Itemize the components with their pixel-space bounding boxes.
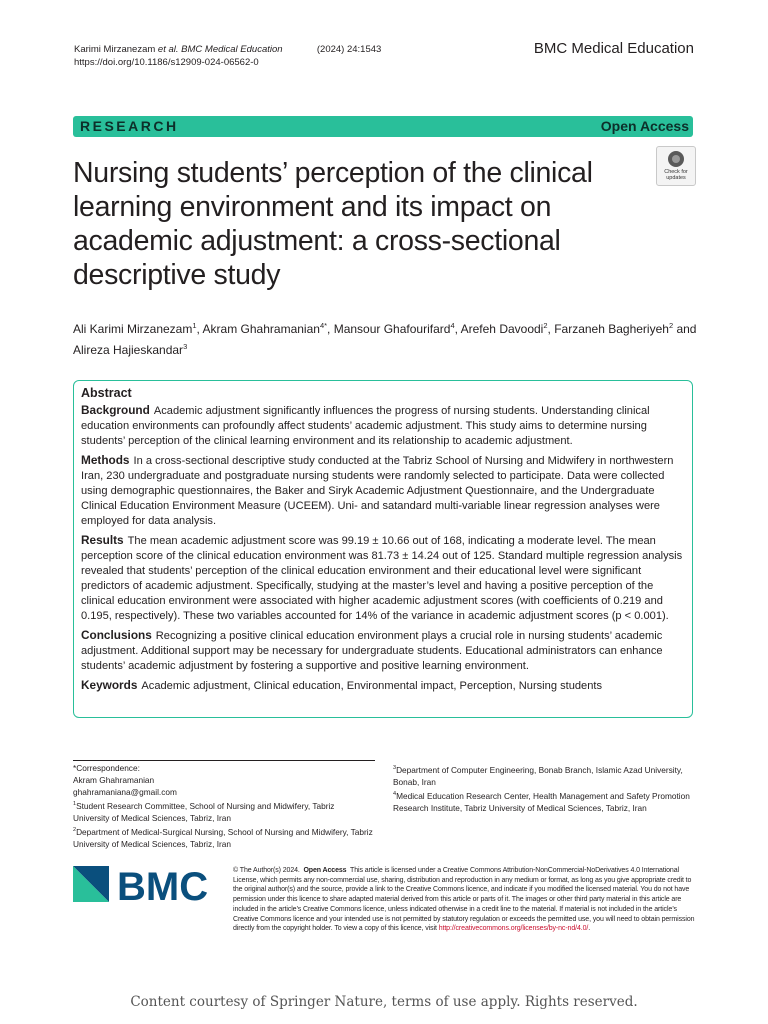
author-name: Arefeh Davoodi	[460, 322, 544, 336]
affiliation-3: $^3$Department of Computer Engineering, Bonab Branch, Islamic Azad University, Bonab, Iran	[393, 764, 683, 787]
header-authors: Karimi Mirzanezam	[74, 44, 156, 55]
copyright-notice: © The Author(s) 2024.	[233, 867, 300, 874]
methods-label: Methods	[81, 453, 130, 467]
author-affiliation: 2	[668, 321, 674, 330]
abstract-heading: Abstract	[81, 386, 132, 400]
methods-text: In a cross-sectional descriptive study conducted at the Tabriz School of Nursing and Midwifery in northwestern Iran, 230 undergraduate and postgraduate nursing students were randomly selected to participate. Data were collected using demographic questionnaires, the Baker and Siryk Academic Adjustment Questionnaire, and the Undergraduate Clinical Education Environment Measure (UCEEM). Uni- and satandard multi-variable linear regression analyses were employed for data analysis.	[81, 455, 674, 527]
conclusions-text: Recognizing a positive clinical education environment plays a crucial role in nursing students’ academic adjustment. Additional support may be necessary for undergraduate students. Educational administrators can enhance students’ academic adjustment by fostering a supportive and positive learning environment.	[81, 630, 663, 672]
author-affiliation: 4	[450, 321, 455, 330]
check-for-updates-badge[interactable]	[656, 146, 696, 186]
header-year-volume: (2024) 24:1543	[316, 44, 382, 55]
check-updates-text: Check for updates	[664, 169, 688, 181]
author-name: Alireza Hajieskandar	[73, 343, 184, 357]
bmc-logo-text: BMC	[117, 865, 209, 904]
abstract-results	[81, 533, 687, 624]
keywords-text: Academic adjustment, Clinical education, Environmental impact, Perception, Nursing students	[141, 680, 603, 692]
author-name: Farzaneh Bagheriyeh	[554, 322, 669, 336]
citation-header	[74, 43, 381, 69]
affiliation-1: $^1$Student Research Committee, School of Nursing and Midwifery, Tabriz University of Medical Sciences, Tabriz, Iran	[73, 800, 335, 823]
open-access-label: Open Access	[600, 118, 689, 134]
abstract-keywords	[81, 678, 687, 694]
correspondence-email[interactable]: ghahramaniana@gmail.com	[73, 787, 177, 797]
results-text: The mean academic adjustment score was 99.19 ± 10.66 out of 168, indicating a moderate level. The mean perception score of the clinical education environment was 81.73 ± 14.24 out of 125. Standard multiple regression analysis revealed that students’ perception of the clinical education environment and their educational level were significant predictors of academic adjustment. Specifically, studying at the master’s level and having a positive perception of the clinical education environment were associated with higher academic adjustment scores (with coefficients of 0.219 and 0.195, respectively). These two variables accounted for 14% of the variance in academic adjustment scores (p < 0.001).	[81, 535, 683, 622]
header-etal: et al. BMC Medical Education	[155, 44, 283, 55]
background-text: Academic adjustment significantly influences the progress of nursing students. Understanding clinical education environments can profoundly affect students’ academic adjustment. This study aims to determine nursing students’ perception of the clinical learning environment and its relationship to academic adjustment.	[81, 405, 650, 447]
courtesy-notice: Content courtesy of Springer Nature, terms of use apply. Rights reserved.	[130, 994, 638, 1010]
bmc-logo	[73, 862, 213, 904]
authors-and: and	[676, 322, 697, 336]
abstract-conclusions	[81, 628, 687, 674]
results-label: Results	[81, 533, 124, 547]
license-body: This article is licensed under a Creative Commons Attribution-NonCommercial-NoDerivatives 4.0 International License, which permits any non-commercial use, sharing, distribution and reproduction in any medium or format, as long as you give appropriate credit to the original author(s) and the source, provide a link to the Creative Commons licence, and indicate if you modified the licensed material. You do not have permission under this licence to share adapted material derived from this article or parts of it. The images or other third party material in this article are included in the article’s Creative Commons licence, unless indicated otherwise in a credit line to the material. If material is not included in the article’s Creative Commons licence and your intended use is not permitted by statutory regulation or exceeds the permitted use, you will need to obtain permission directly from the copyright holder. To view a copy of this licence, visit	[233, 867, 695, 933]
license-text: © The Author(s) 2024. Open Access This article is licensed under a Creative Commons Attribution-NonCommercial-NoDerivatives 4.0 International License, which permits any non-commercial use, sharing, distribution and reproduction in any medium or format, as long as you give appropriate credit to the original author(s) and the source, provide a link to the Creative Commons licence, and indicate if you modified the licensed material. You do not have permission under this licence to share adapted material derived from this article or parts of it. The images or other third party material in this article are included in the article’s Creative Commons licence, unless indicated otherwise in a credit line to the material. If material is not included in the article’s Creative Commons licence and your intended use is not permitted by statutory regulation or exceeds the permitted use, you will need to obtain permission directly from the copyright holder. To view a copy of this licence, visit http://creativecommons.org/licenses/by-nc-nd/4.0/.	[233, 867, 695, 933]
author-affiliation: 3	[183, 342, 188, 351]
abstract-methods	[81, 453, 687, 529]
author-affiliation: 1	[192, 321, 197, 330]
abstract-content	[81, 386, 687, 698]
footnotes-right	[393, 762, 693, 814]
correspondence-name: Akram Ghahramanian	[73, 775, 155, 785]
correspondence-label: *Correspondence:	[73, 763, 140, 773]
author-name: Mansour Ghafourifard	[333, 322, 451, 336]
footnotes-left	[73, 762, 373, 850]
article-title: Nursing students’ perception of the clinical learning environment and its impact on academic adjustment: a cross-sectional descriptive study	[73, 157, 593, 291]
affiliation-2: $^2$Department of Medical-Surgical Nursing, School of Nursing and Midwifery, Tabriz University of Medical Sciences, Tabriz, Iran	[73, 826, 373, 849]
header-doi[interactable]: https://doi.org/10.1186/s12909-024-06562-0	[74, 57, 259, 68]
license-open-access: Open Access	[303, 867, 347, 874]
author-affiliation: 4*	[319, 321, 328, 330]
check-updates-icon	[668, 151, 684, 167]
footnote-divider	[73, 760, 375, 761]
conclusions-label: Conclusions	[81, 628, 152, 642]
author-name: Akram Ghahramanian	[202, 322, 320, 336]
section-label: RESEARCH	[80, 118, 179, 134]
author-affiliation: 2	[543, 321, 548, 330]
author-list: Ali Karimi Mirzanezam$^1$, Akram Ghahramanian$^{4*}$, Mansour Ghafourifard$^4$, Arefeh Davoodi$^2$, Farzaneh Bagheriyeh$^2$ and Alireza Hajieskandar$^3$	[73, 321, 697, 357]
affiliation-4: $^4$Medical Education Research Center, Health Management and Safety Promotion Research Institute, Tabriz University of Medical Sciences, Tabriz, Iran	[393, 790, 690, 813]
keywords-label: Keywords	[81, 678, 138, 692]
background-label: Background	[81, 403, 150, 417]
journal-name: BMC Medical Education	[533, 40, 694, 57]
license-link[interactable]: http://creativecommons.org/licenses/by-nc-nd/4.0/	[438, 925, 589, 933]
author-name: Ali Karimi Mirzanezam	[73, 322, 193, 336]
abstract-background	[81, 403, 687, 449]
